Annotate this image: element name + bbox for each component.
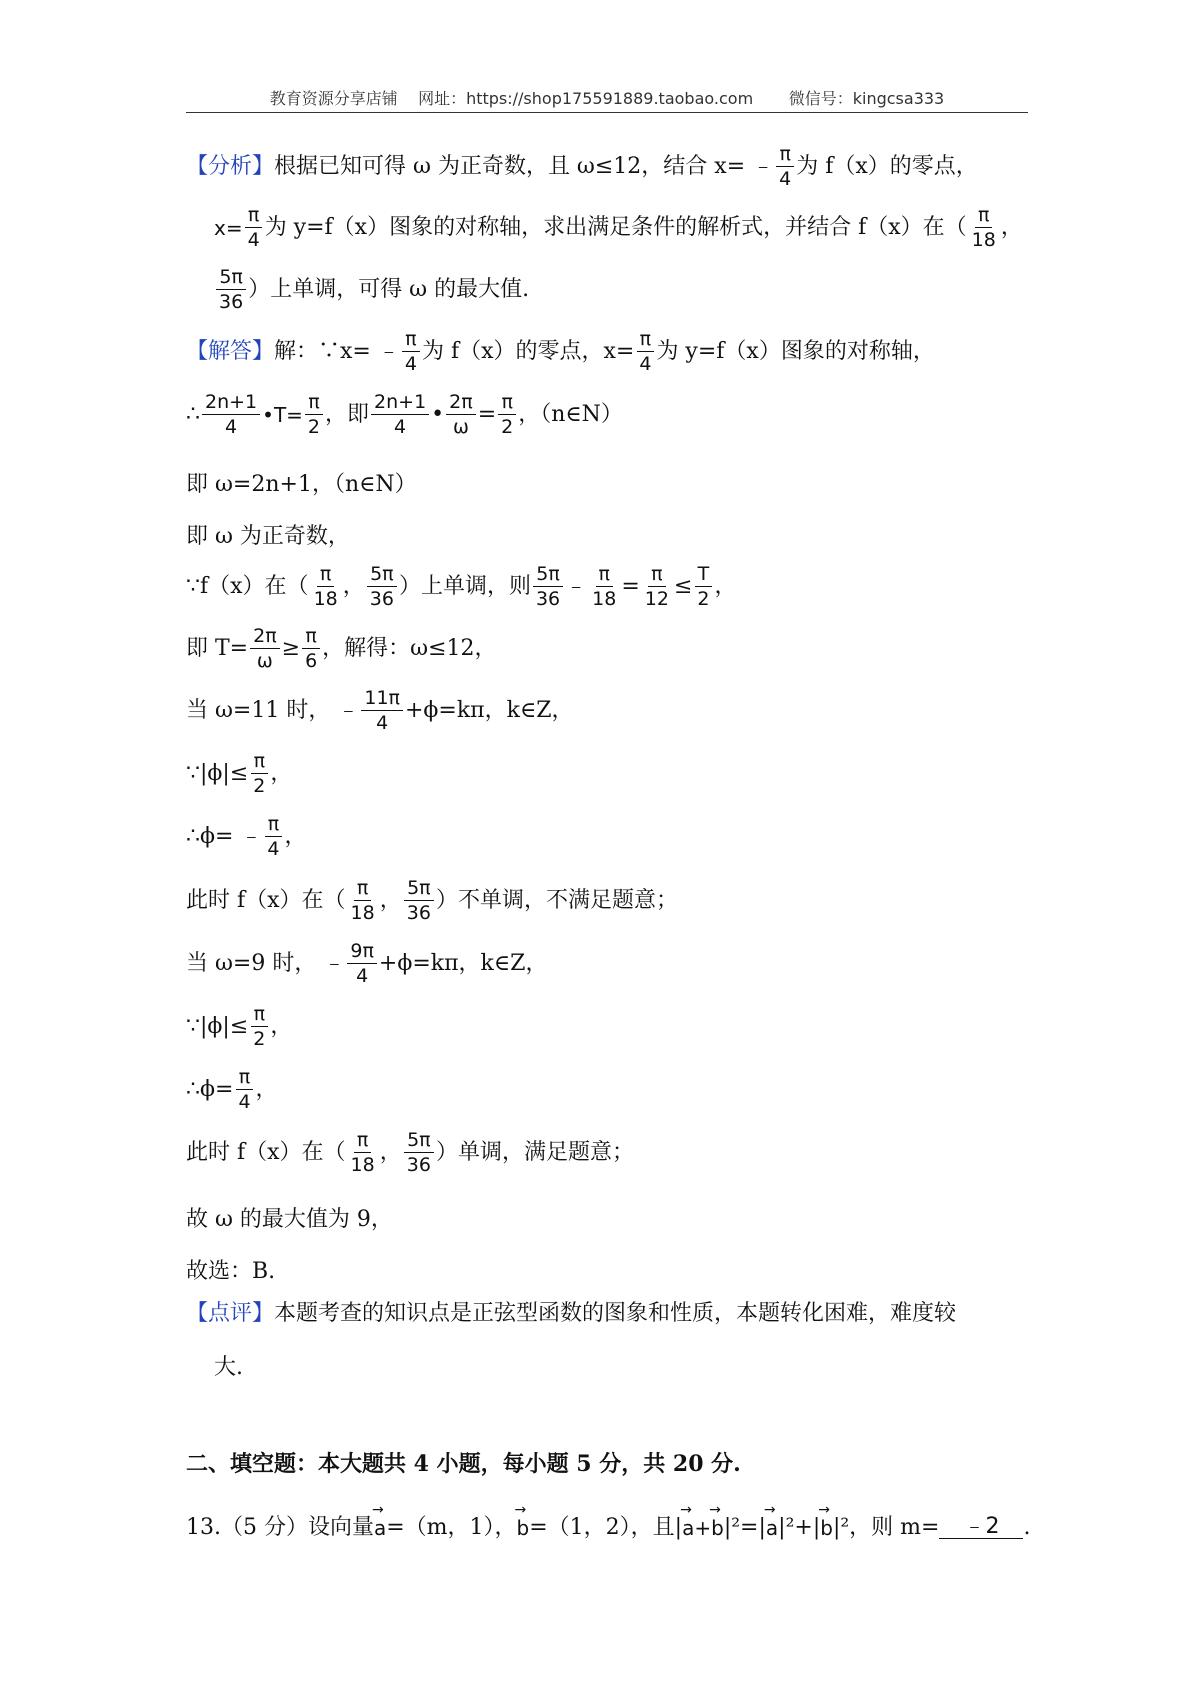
numerator: T <box>695 565 713 587</box>
vector-b: → b <box>711 1518 724 1538</box>
fraction <box>235 1068 253 1112</box>
text: ）不单调，不满足题意； <box>435 888 678 913</box>
denominator: 36 <box>535 588 561 610</box>
numerator: π <box>354 1131 371 1153</box>
vector-b: → b <box>517 1518 530 1538</box>
fraction <box>636 330 654 374</box>
text: ， <box>342 574 365 599</box>
text: +ϕ=kπ，k∈Z， <box>378 951 548 976</box>
numerator: π <box>265 815 282 837</box>
solution-line-16 <box>186 1261 275 1283</box>
solution-line-1 <box>186 330 935 374</box>
fraction <box>367 565 397 609</box>
numerator: π <box>305 393 322 415</box>
comment-line-1 <box>186 1303 956 1325</box>
numerator: π <box>498 393 515 415</box>
solution-line-15 <box>186 1209 393 1231</box>
comment-line-2 <box>214 1357 243 1379</box>
solution-line-8 <box>186 752 292 796</box>
text: ∴ϕ= ﹣ <box>186 824 263 849</box>
denominator: 4 <box>356 965 369 987</box>
text: ， <box>270 1014 293 1039</box>
question-13 <box>186 1516 1030 1539</box>
analysis-line-3 <box>214 268 529 312</box>
fraction <box>250 752 268 796</box>
fraction <box>347 942 377 986</box>
numerator: π <box>236 1068 253 1090</box>
solution-line-10 <box>186 879 678 923</box>
text: = <box>477 402 497 427</box>
fraction <box>371 393 429 437</box>
text: ，（n∈N） <box>518 402 623 427</box>
numerator: 11π <box>361 689 403 711</box>
solution-line-9 <box>186 815 307 859</box>
text: 故 ω 的最大值为 9， <box>186 1207 393 1232</box>
numerator: 2n+1 <box>371 393 429 415</box>
denominator: 2 <box>697 588 710 610</box>
solution-line-6 <box>186 627 497 671</box>
solution-line-4 <box>186 526 350 548</box>
analysis-line-1 <box>186 145 978 189</box>
fraction <box>216 268 246 312</box>
text: 为 y=f（x）图象的对称轴， <box>656 339 935 364</box>
numerator: 5π <box>216 268 246 290</box>
solution-line-2 <box>186 393 623 437</box>
fraction <box>348 1131 378 1175</box>
denominator: 12 <box>644 588 669 610</box>
fraction <box>446 393 476 437</box>
denominator: 2 <box>253 1028 266 1050</box>
plus-sign: + <box>694 1515 712 1540</box>
numerator: 9π <box>347 942 377 964</box>
fraction <box>969 206 999 250</box>
numerator: π <box>648 565 665 587</box>
text: ∵|ϕ|≤ <box>186 761 249 786</box>
text: 故选：B. <box>186 1259 276 1284</box>
text: ）上单调，可得 ω 的最大值. <box>248 277 530 302</box>
analysis-line-2 <box>214 206 1023 250</box>
text: 13.（5 分）设向量 <box>186 1514 374 1540</box>
numerator: π <box>637 330 654 352</box>
text: ∴ <box>186 402 200 427</box>
numerator: 5π <box>367 565 397 587</box>
text: ，解得：ω≤12， <box>322 636 497 661</box>
fraction <box>264 815 282 859</box>
section-heading <box>186 1453 741 1475</box>
numerator: 5π <box>533 565 563 587</box>
text: 即 ω=2n+1，（n∈N） <box>186 472 417 497</box>
vector-a: → a <box>374 1518 386 1538</box>
denominator: 18 <box>313 588 338 610</box>
fraction <box>305 393 323 437</box>
denominator: 36 <box>369 588 394 610</box>
text: ≤ <box>673 574 693 599</box>
numerator: π <box>975 206 992 228</box>
text: ， <box>255 1077 278 1102</box>
solution-line-13 <box>186 1068 278 1112</box>
text: |²=| <box>723 1514 766 1540</box>
denominator: 2 <box>501 416 514 438</box>
solution-line-5 <box>186 565 737 609</box>
fraction <box>250 627 280 671</box>
fraction <box>348 879 378 923</box>
text: ≥ <box>281 636 301 661</box>
fraction <box>245 206 263 250</box>
text: 为 f（x）的零点， <box>796 154 978 179</box>
fraction <box>311 565 341 609</box>
text: +ϕ=kπ，k∈Z， <box>404 698 574 723</box>
solution-line-12 <box>186 1005 292 1049</box>
text: . <box>1023 1514 1031 1540</box>
denominator: 4 <box>779 168 792 190</box>
fraction <box>776 145 794 189</box>
vector-a: → a <box>766 1518 778 1538</box>
page-header: 教育资源分享店铺 网址：https://shop175591889.taobao.com 微信号：kingcsa333 <box>186 86 1028 113</box>
solution-line-14 <box>186 1131 634 1175</box>
fraction <box>589 565 619 609</box>
numerator: π <box>251 1005 268 1027</box>
denominator: 36 <box>406 1154 431 1176</box>
text: 为 y=f（x）图象的对称轴，求出满足条件的解析式，并结合 f（x）在（ <box>264 215 967 240</box>
text: |²+| <box>778 1514 821 1540</box>
denominator: 4 <box>404 353 417 375</box>
text: 即 T= <box>186 636 249 661</box>
text: ∵f（x）在（ <box>186 574 309 599</box>
text: =（m，1）， <box>386 1514 517 1540</box>
fraction <box>498 393 516 437</box>
fraction <box>533 565 563 609</box>
text: 本题考查的知识点是正弦型函数的图象和性质，本题转化困难，难度较 <box>274 1301 957 1326</box>
numerator: 2π <box>250 627 280 649</box>
denominator: 6 <box>305 650 318 672</box>
text: 此时 f（x）在（ <box>186 888 346 913</box>
numerator: 2n+1 <box>202 393 260 415</box>
numerator: π <box>245 206 262 228</box>
comment-tag: 【点评】 <box>186 1301 275 1326</box>
fraction <box>642 565 672 609</box>
fraction <box>404 879 434 923</box>
vector-b: → b <box>820 1518 833 1538</box>
text: ， <box>379 888 402 913</box>
solution-line-3 <box>186 474 417 496</box>
text: ， <box>714 574 737 599</box>
analysis-tag: 【分析】 <box>186 154 275 179</box>
text: ， <box>1000 215 1023 240</box>
text: • <box>431 402 445 427</box>
denominator: 18 <box>592 588 617 610</box>
denominator: 4 <box>247 229 260 251</box>
numerator: π <box>776 145 793 167</box>
text: ∴ϕ= <box>186 1077 234 1102</box>
numerator: π <box>402 330 419 352</box>
numerator: π <box>354 879 371 901</box>
fraction <box>361 689 403 733</box>
text: ，即 <box>325 402 370 427</box>
denominator: 36 <box>406 902 431 924</box>
text: ∵|ϕ|≤ <box>186 1014 249 1039</box>
denominator: 4 <box>394 416 407 438</box>
text: ， <box>284 824 307 849</box>
text: x= <box>214 216 243 240</box>
denominator: ω <box>452 416 469 438</box>
text: •T= <box>262 403 303 427</box>
denominator: ω <box>256 650 273 672</box>
fraction <box>302 627 320 671</box>
answer-blank: ﹣2 <box>939 1516 1023 1539</box>
fraction <box>404 1131 434 1175</box>
text: =（1，2），且| <box>529 1514 683 1540</box>
text: 根据已知可得 ω 为正奇数，且 ω≤12，结合 x= ﹣ <box>274 154 775 179</box>
denominator: 2 <box>307 416 321 438</box>
denominator: 18 <box>350 1154 375 1176</box>
text: ）单调，满足题意； <box>435 1140 634 1165</box>
denominator: 4 <box>267 838 280 860</box>
numerator: π <box>596 565 613 587</box>
denominator: 4 <box>225 416 238 438</box>
text: ， <box>270 761 293 786</box>
text: 大. <box>214 1355 243 1380</box>
numerator: π <box>302 627 319 649</box>
fraction <box>694 565 712 609</box>
fraction <box>250 1005 268 1049</box>
text: ， <box>379 1140 402 1165</box>
text: = <box>621 574 640 599</box>
text: |²，则 m= <box>832 1514 940 1540</box>
denominator: 36 <box>219 291 244 313</box>
solution-line-7 <box>186 689 574 733</box>
numerator: 5π <box>404 1131 434 1153</box>
text: ﹣ <box>565 574 588 599</box>
denominator: 4 <box>238 1091 251 1113</box>
numerator: π <box>317 565 334 587</box>
text: 即 ω 为正奇数， <box>186 524 350 549</box>
text: ）上单调，则 <box>398 574 531 599</box>
text: 此时 f（x）在（ <box>186 1140 346 1165</box>
text: 当 ω=9 时， ﹣ <box>186 951 346 976</box>
text: 为 f（x）的零点，x= <box>421 339 635 364</box>
solution-tag: 【解答】 <box>186 339 275 364</box>
text: 解：∵x= ﹣ <box>274 339 400 364</box>
denominator: 18 <box>350 902 375 924</box>
vector-a: → a <box>682 1518 694 1538</box>
text: 当 ω=11 时， ﹣ <box>186 698 360 723</box>
numerator: π <box>251 752 268 774</box>
denominator: 4 <box>376 712 389 734</box>
denominator: 4 <box>639 353 652 375</box>
fraction <box>202 393 260 437</box>
solution-line-11 <box>186 942 547 986</box>
fraction <box>402 330 420 374</box>
numerator: 2π <box>446 393 476 415</box>
denominator: 18 <box>971 229 996 251</box>
denominator: 2 <box>253 775 266 797</box>
text: 二、填空题：本大题共 4 小题，每小题 5 分，共 20 分. <box>186 1451 741 1477</box>
numerator: 5π <box>404 879 434 901</box>
